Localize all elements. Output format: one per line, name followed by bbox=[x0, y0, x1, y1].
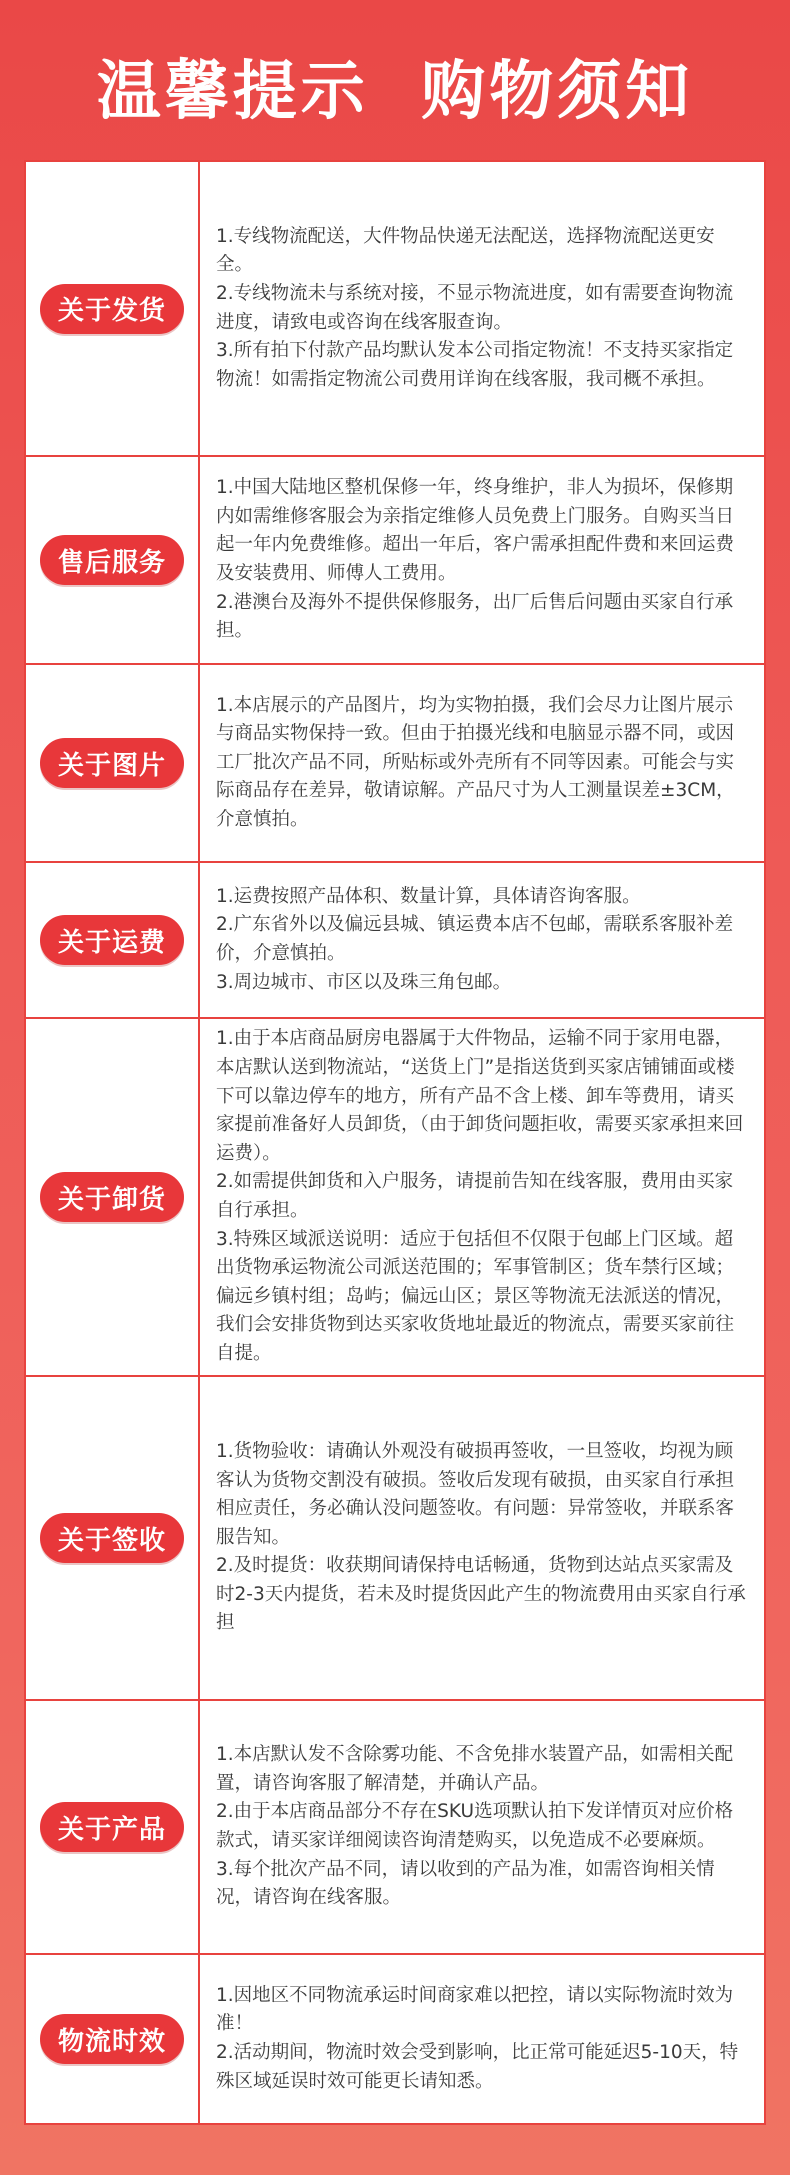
section-item: 2.活动期间，物流时效会受到影响，比正常可能延迟5-10天，特殊区域延误时效可能更长请知悉。 bbox=[216, 2042, 739, 2092]
section-label-cell bbox=[26, 863, 200, 1017]
section-label-badge: 关于图片 bbox=[40, 738, 184, 788]
section-content bbox=[216, 1377, 750, 1699]
section-label-badge: 关于签收 bbox=[40, 1513, 184, 1563]
section-content bbox=[216, 1701, 750, 1953]
section-label-cell bbox=[26, 1955, 200, 2123]
section-label-badge: 关于产品 bbox=[40, 1802, 184, 1852]
section-images bbox=[26, 663, 764, 861]
section-content bbox=[216, 457, 750, 663]
section-item: 2.广东省外以及偏远县城、镇运费本店不包邮，需联系客服补差价，介意慎拍。 bbox=[216, 914, 734, 964]
section-logistics-time bbox=[26, 1953, 764, 2123]
section-item: 2.由于本店商品部分不存在SKU选项默认拍下发详情页对应价格款式，请买家详细阅读咨询清楚购买，以免造成不必要麻烦。 bbox=[216, 1801, 734, 1851]
notice-table bbox=[24, 160, 766, 2125]
section-label-cell bbox=[26, 1019, 200, 1375]
section-label-badge: 关于发货 bbox=[40, 284, 184, 334]
section-after-sales bbox=[26, 455, 764, 663]
section-item: 2.专线物流未与系统对接，不显示物流进度，如有需要查询物流进度，请致电或咨询在线客服查询。 bbox=[216, 282, 734, 333]
section-product bbox=[26, 1699, 764, 1953]
section-item: 1.由于本店商品厨房电器属于大件物品，运输不同于家用电器，本店默认送到物流站，“送货上门”是指送货到买家店铺铺面或楼下可以靠边停车的地方，所有产品不含上楼、卸车等费用，请买家提前准备好人员卸货，（由于卸货问题拒收，需要买家承担来回运费）。 bbox=[216, 1028, 744, 1164]
page-title: 温馨提示 购物须知 bbox=[96, 55, 694, 129]
section-item: 1.运费按照产品体积、数量计算，具体请咨询客服。 bbox=[216, 885, 641, 907]
section-unloading bbox=[26, 1017, 764, 1375]
section-content bbox=[216, 1019, 750, 1375]
section-item: 2.如需提供卸货和入户服务，请提前告知在线客服，费用由买家自行承担。 bbox=[216, 1171, 734, 1221]
section-freight bbox=[26, 861, 764, 1017]
section-label-cell bbox=[26, 665, 200, 861]
section-label-cell bbox=[26, 1377, 200, 1699]
section-item: 3.每个批次产品不同，请以收到的产品为准，如需咨询相关情况，请咨询在线客服。 bbox=[216, 1858, 715, 1909]
section-content bbox=[216, 1955, 750, 2123]
section-item: 3.特殊区域派送说明：适应于包括但不仅限于包邮上门区域。超出货物承运物流公司派送范围的；军事管制区；货车禁行区域；偏远乡镇村组；岛屿；偏远山区；景区等物流无法派送的情况，我们会安排货物到达买家收货地址最近的物流点，需要买家前往自提。 bbox=[216, 1228, 735, 1364]
section-item: 1.本店默认发不含除雾功能、不含免排水装置产品，如需相关配置，请咨询客服了解清楚，并确认产品。 bbox=[216, 1744, 734, 1794]
section-item: 1.因地区不同物流承运时间商家难以把控，请以实际物流时效为准！ bbox=[216, 1984, 734, 2035]
section-item: 2.及时提货：收获期间请保持电话畅通，货物到达站点买家需及时2-3天内提货，若未及时提货因此产生的物流费用由买家自行承担 bbox=[216, 1555, 746, 1634]
section-label-badge: 售后服务 bbox=[40, 535, 184, 585]
section-label-cell bbox=[26, 162, 200, 455]
section-label-cell bbox=[26, 457, 200, 663]
section-content bbox=[216, 665, 750, 861]
section-item: 3.周边城市、市区以及珠三角包邮。 bbox=[216, 971, 512, 993]
section-item: 1.货物验收：请确认外观没有破损再签收，一旦签收，均视为顾客认为货物交割没有破损。签收后发现有破损，由买家自行承担相应责任，务必确认没问题签收。有问题：异常签收，并联系客服告知。 bbox=[216, 1440, 735, 1548]
section-label-badge: 关于卸货 bbox=[40, 1172, 184, 1222]
section-shipping bbox=[26, 162, 764, 455]
section-label-badge: 关于运费 bbox=[40, 915, 184, 965]
section-content bbox=[216, 162, 750, 455]
section-label-badge: 物流时效 bbox=[40, 2014, 184, 2064]
section-item: 1.本店展示的产品图片，均为实物拍摄，我们会尽力让图片展示与商品实物保持一致。但由于拍摄光线和电脑显示器不同，或因工厂批次产品不同，所贴标或外壳所有不同等因素。可能会与实际商品存在差异，敬请谅解。产品尺寸为人工测量误差±3CM，介意慎拍。 bbox=[216, 694, 735, 830]
section-item: 2.港澳台及海外不提供保修服务，出厂后售后问题由买家自行承担。 bbox=[216, 591, 734, 642]
section-content bbox=[216, 863, 750, 1017]
section-item: 3.所有拍下付款产品均默认发本公司指定物流！不支持买家指定物流！如需指定物流公司费用详询在线客服，我司概不承担。 bbox=[216, 340, 734, 390]
section-sign-receipt bbox=[26, 1375, 764, 1699]
section-item: 1.专线物流配送，大件物品快递无法配送，选择物流配送更安全。 bbox=[216, 225, 715, 276]
section-label-cell bbox=[26, 1701, 200, 1953]
section-item: 1.中国大陆地区整机保修一年，终身维护，非人为损坏，保修期内如需维修客服会为亲指定维修人员免费上门服务。自购买当日起一年内免费维修。超出一年后，客户需承担配件费和来回运费及安装费用、师傅人工费用。 bbox=[216, 477, 735, 584]
